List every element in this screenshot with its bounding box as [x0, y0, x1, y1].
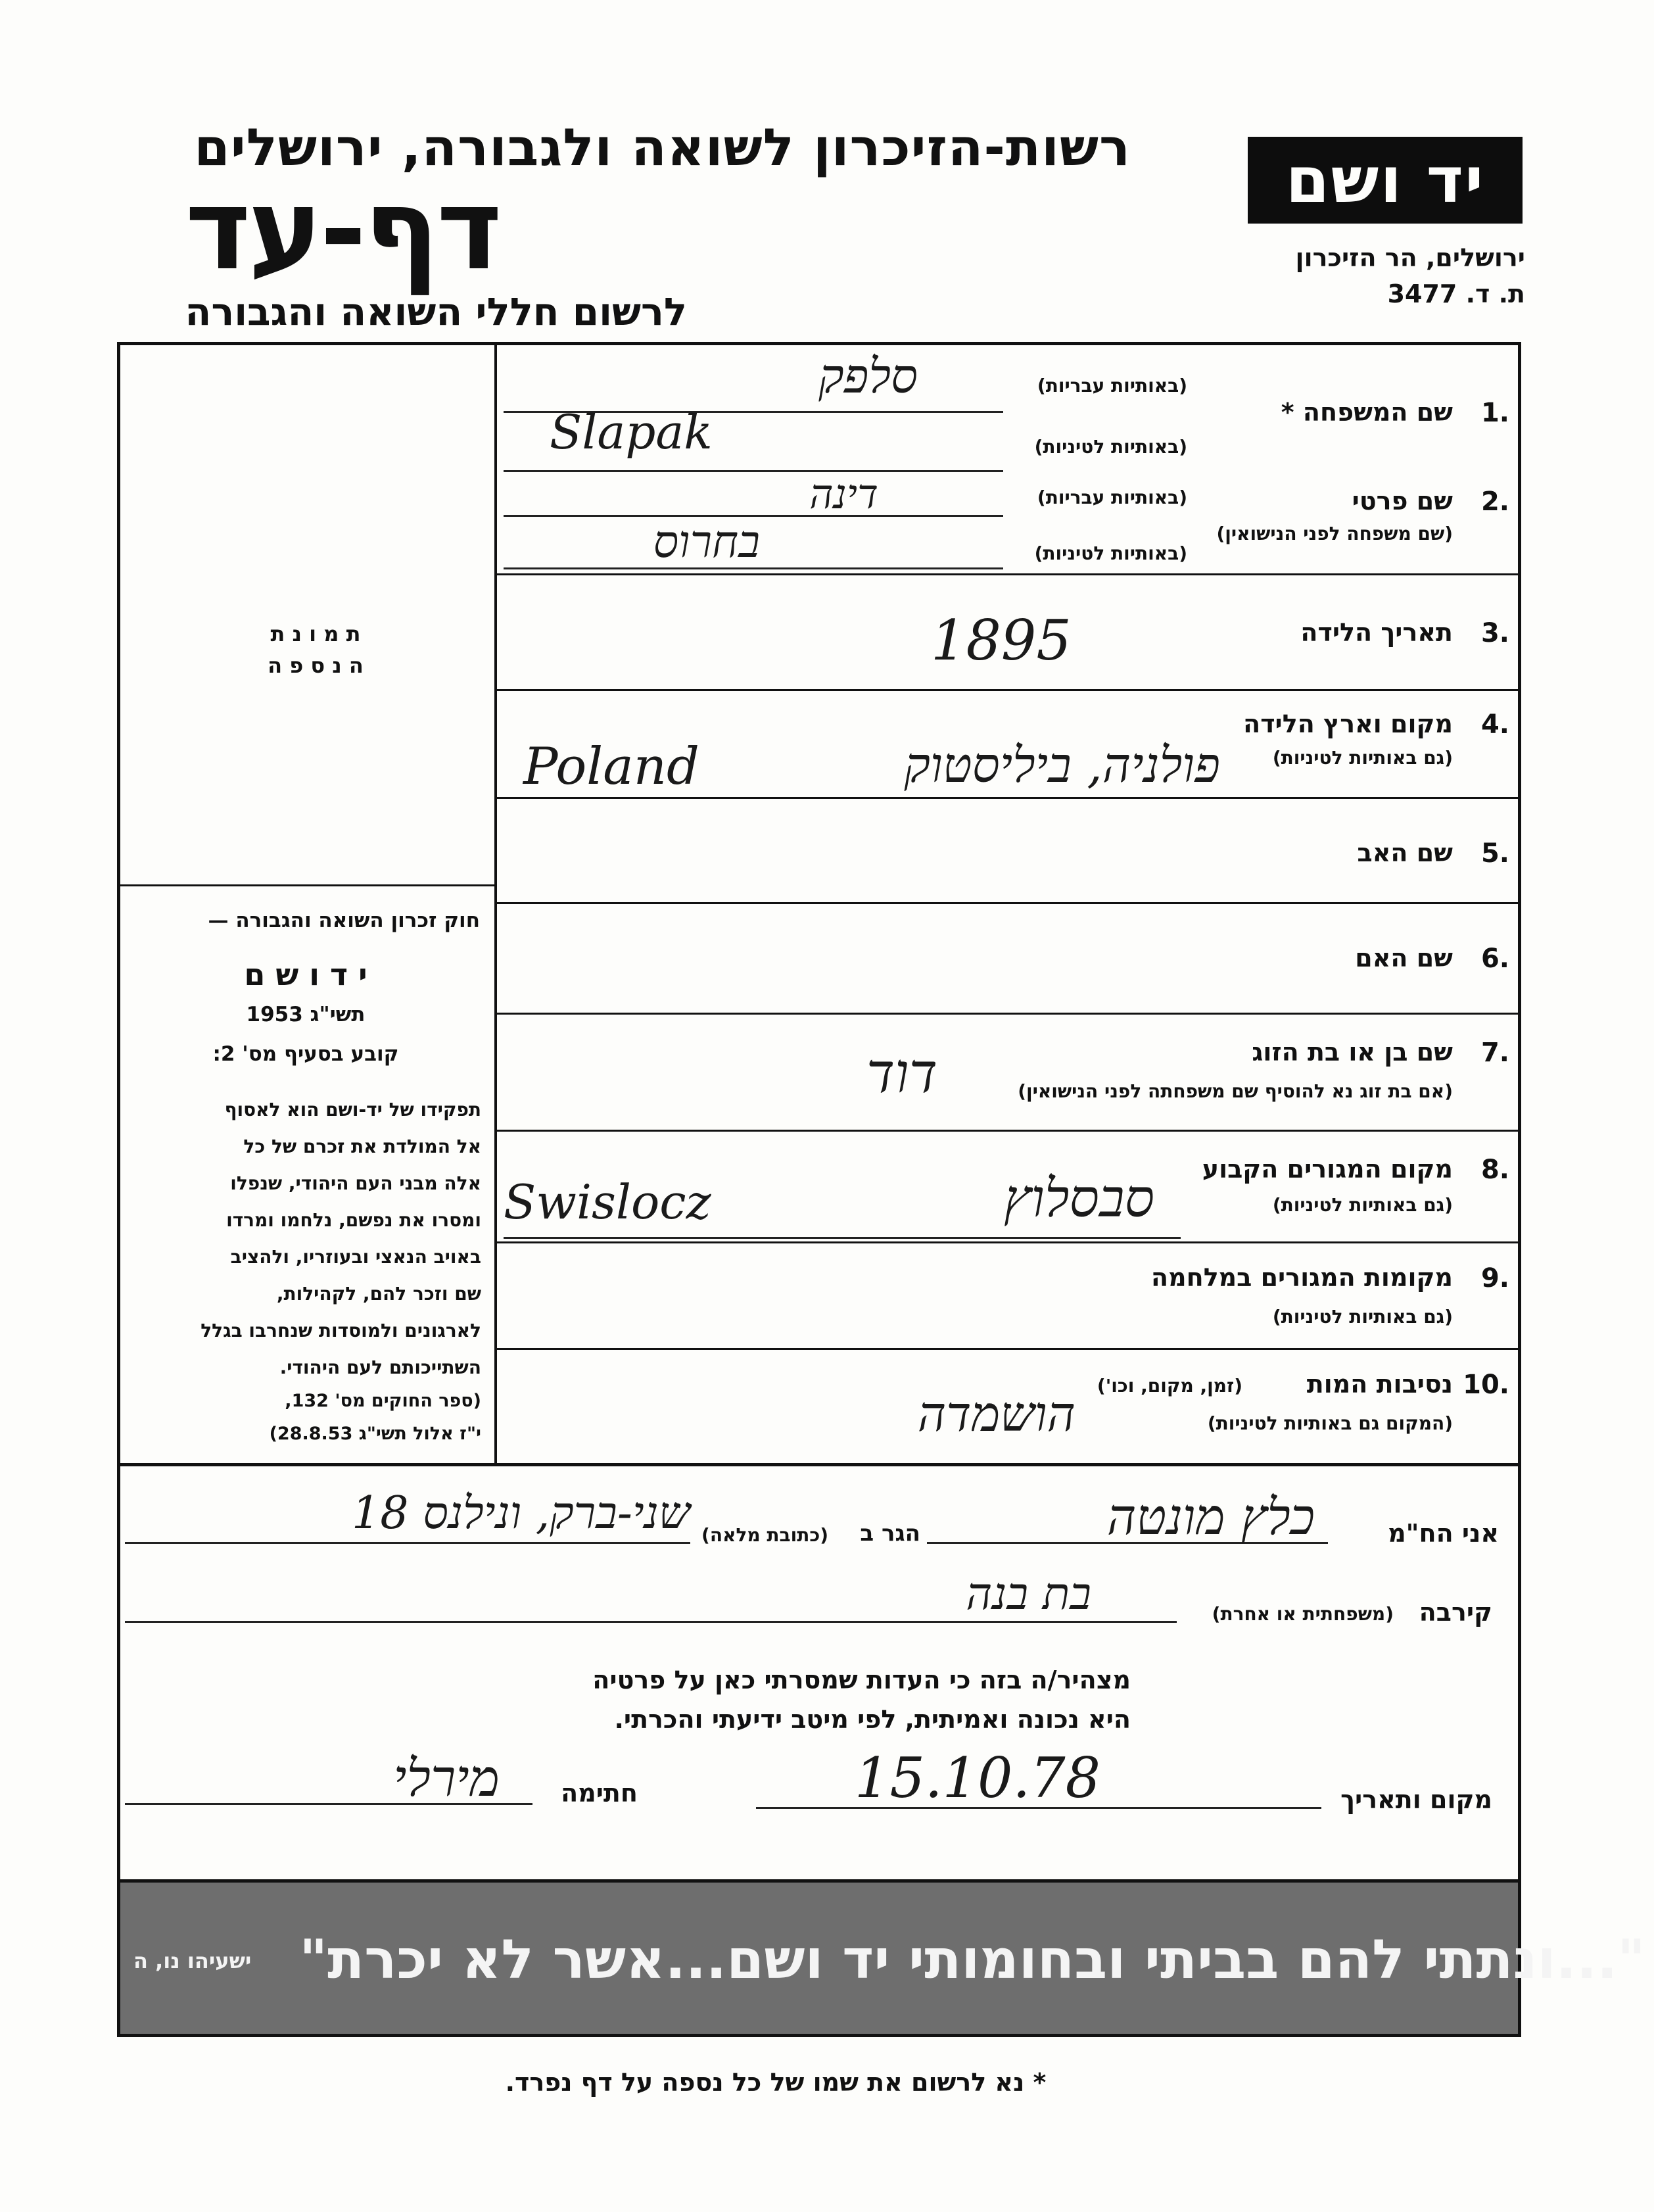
law-text-line: לארגונים ולמוסדות שנחרבו בגלל [201, 1320, 481, 1341]
section-separator [117, 1463, 1521, 1466]
birthplace-latin-value[interactable]: Poland [523, 737, 699, 796]
relation-hint: (משפחתית או אחרת) [1212, 1603, 1394, 1625]
residence-latin-value[interactable]: Swislocz [504, 1174, 711, 1230]
field-sublabel: (גם באותיות לטיניות) [1272, 747, 1453, 769]
law-text-line: השתייכותם לעם היהודי. [279, 1357, 481, 1378]
field-sublabel: (גם באותיות לטיניות) [1272, 1306, 1453, 1328]
birth-date-value[interactable]: 1895 [931, 608, 1072, 673]
field-number: 2. [1480, 487, 1509, 517]
field-label-extra: (זמן, מקום, וכו') [1097, 1375, 1242, 1397]
field-number: 4. [1480, 709, 1509, 740]
birthplace-hebrew-value[interactable]: פולניה, ביליסטוק [904, 737, 1220, 794]
law-text-line: ומסרו את נפשם, נלחמו ומרדו [226, 1209, 481, 1231]
photo-label-line-2: ה נ ס פ ה [268, 653, 364, 678]
statement-line-2: היא נכונה ואמיתית, לפי מיטב ידיעתי והכרתי. [614, 1705, 1131, 1734]
place-date-label: מקום ותאריך [1340, 1785, 1492, 1814]
field-row-4 [497, 691, 1519, 797]
law-clause: קובע בסעיף מס' 2: [212, 1042, 399, 1066]
death-circumstances-value[interactable]: הושמדה [917, 1386, 1075, 1443]
field-row-3 [497, 575, 1519, 689]
relation-value[interactable]: בת בנה [966, 1568, 1091, 1620]
hint-hebrew-letters: (באותיות עבריות) [1037, 375, 1187, 397]
law-text-line: אל המולדת את זכרם של כל [243, 1136, 481, 1157]
logo-text: יד ושם [1285, 143, 1485, 217]
first-name-latin-value[interactable]: בחרוס [653, 516, 760, 568]
full-address-hint: (כתובת מלאה) [701, 1524, 828, 1546]
quote-banner [117, 1879, 1645, 2037]
field-row-10 [497, 1350, 1519, 1463]
first-name-hebrew-value[interactable]: דינה [809, 470, 878, 518]
form-title: דף-עד [185, 165, 500, 295]
form-subtitle: לרשום חללי השואה והגבורה [185, 289, 687, 334]
field-label: שם האב [1357, 838, 1453, 867]
banner-source: ישעיהו נו, ה [133, 1948, 252, 1973]
law-text [139, 1092, 481, 1386]
address-line-1: ירושלים, הר הזיכרון [1295, 243, 1525, 272]
law-reference-1: (ספר החוקים מס' 132, [285, 1391, 481, 1411]
signer-name-value[interactable]: כלץ מונטה [1106, 1487, 1315, 1546]
spouse-name-value[interactable]: דוד [866, 1041, 937, 1105]
field-sublabel: (גם באותיות לטיניות) [1272, 1194, 1453, 1216]
hint-latin-letters: (באותיות לטיניות) [1034, 436, 1187, 458]
undersigned-label: אני הח"מ [1388, 1519, 1499, 1548]
footnote: * נא לרשום את שמו של כל נספה על דף נפרד. [505, 2068, 1047, 2097]
field-label: תאריך הלידה [1300, 618, 1453, 647]
residing-at-label: הגר ב [860, 1520, 920, 1547]
field-sublabel: (אם בת זוג נא להוסיף שם משפחתה לפני הנישואין) [1018, 1080, 1453, 1102]
address-value[interactable]: שני-ברק, ונילנס 18 [352, 1487, 690, 1539]
law-reference-2: י"ז אלול תשי"ג 28.8.53) [269, 1424, 481, 1444]
banner-quote: "...ונתתי להם בביתי ובחומותי יד ושם...אשר לא יכרת" [299, 1929, 1645, 1991]
field-label: שם המשפחה * [1281, 398, 1453, 427]
surname-hebrew-value[interactable]: סלפק [818, 349, 918, 404]
residence-hebrew-value[interactable]: סבסלוץ [1003, 1168, 1154, 1229]
relation-label: קירבה [1419, 1598, 1492, 1627]
declaration-statement [473, 1660, 1131, 1739]
underline [125, 1621, 1177, 1623]
field-number: 10. [1463, 1370, 1509, 1400]
field-row-5 [497, 799, 1519, 902]
surname-latin-value[interactable]: Slapak [550, 404, 713, 460]
field-number: 7. [1480, 1038, 1509, 1068]
field-number: 5. [1480, 838, 1509, 869]
law-year: תשי"ג 1953 [246, 1003, 366, 1026]
field-sublabel: (שם משפחה לפני הנישואין) [1216, 523, 1453, 544]
address-line-2: ת. ד. 3477 [1387, 279, 1525, 308]
law-text-line: באויב הנאצי ובעוזריו, ולהציב [230, 1246, 481, 1268]
field-row-7 [497, 1015, 1519, 1130]
field-sublabel: (המקום גם באותיות לטיניות) [1207, 1412, 1453, 1434]
left-panel-separator [117, 884, 496, 886]
signature-label: חתימה [561, 1779, 638, 1808]
field-row-8 [497, 1132, 1519, 1241]
law-name: י ד ו ש ם [244, 957, 367, 992]
signature-value[interactable]: מירלי [393, 1749, 500, 1808]
field-number: 6. [1480, 944, 1509, 974]
hint-hebrew-letters: (באותיות עבריות) [1037, 487, 1187, 508]
underline [125, 1542, 690, 1544]
institution-line: רשות-הזיכרון לשואה ולגבורה, ירושלים [194, 118, 1131, 178]
field-label: מקום וארץ הלידה [1243, 709, 1453, 738]
underline [504, 1237, 1181, 1239]
place-date-value[interactable]: 15.10.78 [855, 1746, 1101, 1810]
field-row-1 [497, 345, 1519, 573]
field-label: שם פרטי [1352, 487, 1453, 516]
photo-label-line-1: ת מ ו נ ת [270, 621, 361, 646]
field-number: 8. [1480, 1155, 1509, 1185]
law-text-line: תפקידו של יד-ושם הוא לאסוף [224, 1099, 481, 1120]
field-label: שם האם [1355, 944, 1453, 973]
field-number: 1. [1480, 398, 1509, 428]
hint-latin-letters: (באותיות לטיניות) [1034, 542, 1187, 564]
field-label: שם בן או בת הזוג [1252, 1038, 1453, 1067]
field-row-9 [497, 1243, 1519, 1348]
photo-label [197, 618, 434, 681]
field-row-6 [497, 904, 1519, 1013]
field-label: נסיבות המות [1306, 1370, 1453, 1399]
field-number: 3. [1480, 618, 1509, 648]
statement-line-1: מצהיר/ה בזה כי העדות שמסרתי כאן על פרטיה [592, 1666, 1131, 1695]
field-label: מקום המגורים הקבוע [1202, 1155, 1453, 1184]
yad-vashem-logo [1248, 137, 1523, 224]
law-text-line: שם וזכר להם, לקהילות, [276, 1283, 481, 1305]
law-title: חוק זכרון השואה והגבורה — [208, 909, 480, 932]
law-text-line: אלה מבני העם היהודי, שנפלו [230, 1172, 481, 1194]
field-label: מקומות המגורים במלחמה [1150, 1263, 1453, 1292]
field-number: 9. [1480, 1263, 1509, 1293]
